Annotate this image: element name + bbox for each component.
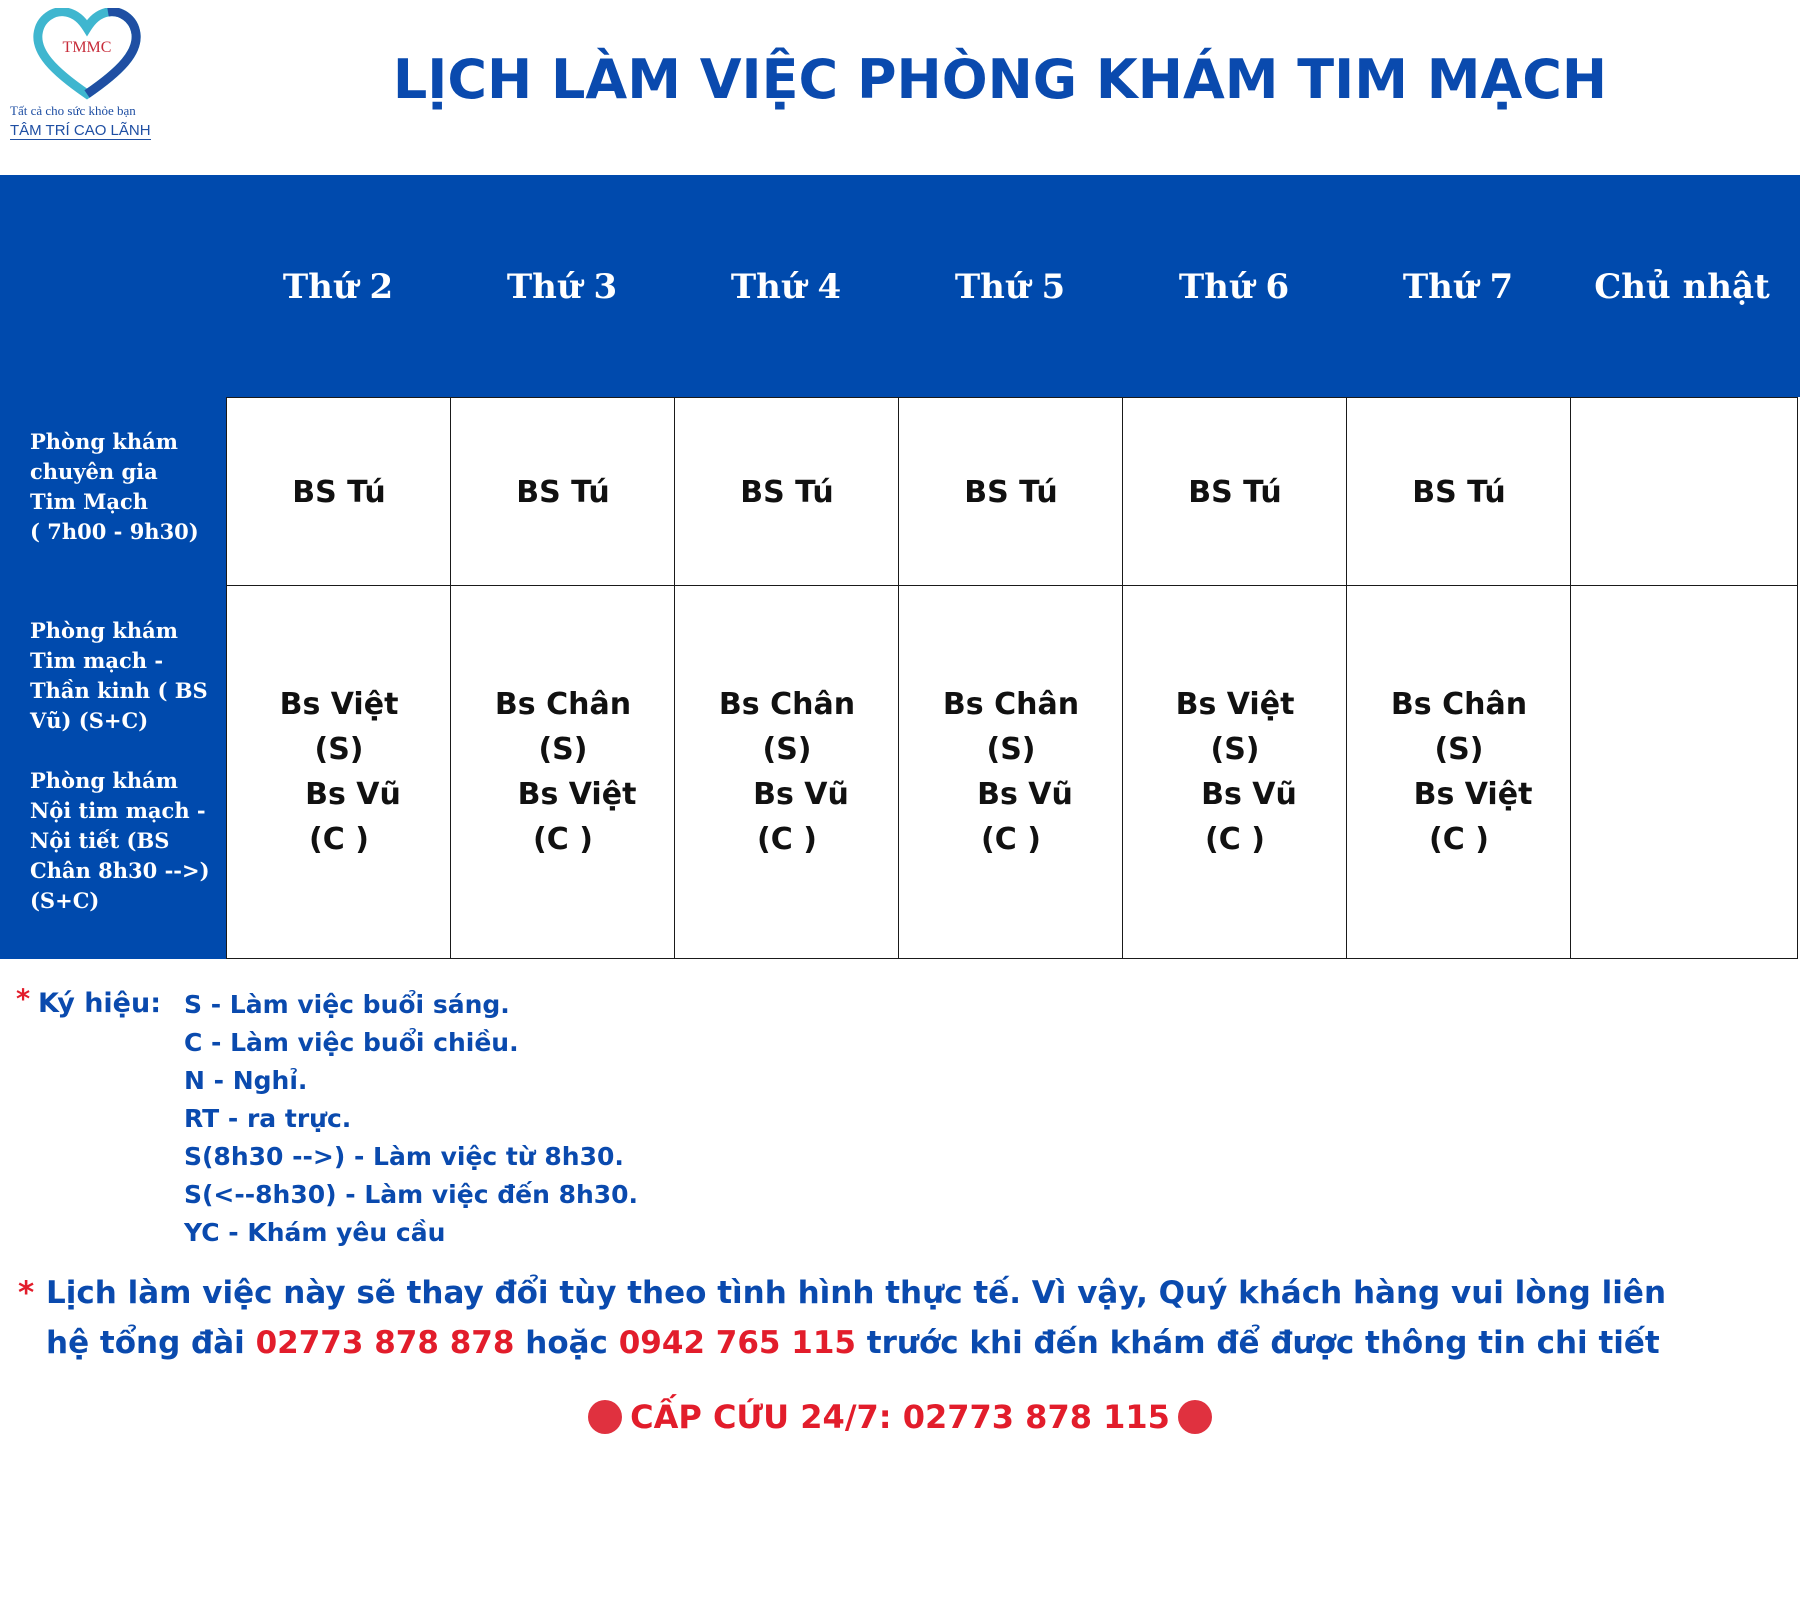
legend-item: C - Làm việc buổi chiều.: [184, 1028, 519, 1057]
row-label-expert: Phòng khám chuyên gia Tim Mạch ( 7h00 - 9h30): [30, 429, 199, 544]
legend-item: N - Nghỉ.: [184, 1066, 308, 1095]
emergency-text: CẤP CỨU 24/7: 02773 878 115: [630, 1398, 1170, 1436]
logo-name: TÂM TRÍ CAO LÃNH: [10, 122, 151, 139]
heart-logo-icon: [32, 8, 142, 100]
red-dot-icon: [1178, 1400, 1212, 1434]
legend-item: RT - ra trực.: [184, 1104, 352, 1133]
legend-item: S - Làm việc buổi sáng.: [184, 990, 510, 1019]
hotline-phone: 02773 878 878: [255, 1325, 515, 1361]
table-cell: Bs Việt (S) Bs Vũ (C ): [226, 585, 452, 959]
day-header-mon: Thứ 2: [282, 267, 394, 307]
row-label-endocrine: Phòng khám Nội tim mạch - Nội tiết (BS Chân 8h30 -->) (S+C): [30, 768, 210, 913]
table-cell: Bs Chân (S) Bs Việt (C ): [450, 585, 676, 959]
table-cell: Bs Việt (S) Bs Vũ (C ): [1122, 585, 1348, 959]
notice-line-1: Lịch làm việc này sẽ thay đổi tùy theo tình hình thực tế. Vì vậy, Quý khách hàng vui lòng liên: [46, 1275, 1667, 1311]
legend-item: YC - Khám yêu cầu: [184, 1218, 446, 1247]
logo: [10, 8, 160, 138]
table-cell: Bs Chân (S) Bs Việt (C ): [1346, 585, 1572, 959]
day-header-thu: Thứ 5: [954, 267, 1066, 307]
row-label-neuro: Phòng khám Tim mạch - Thần kinh ( BS Vũ) (S+C): [30, 618, 208, 733]
table-cell: BS Tú: [1346, 397, 1572, 587]
logo-tagline: Tất cả cho sức khỏe bạn: [10, 103, 136, 118]
page-title: LỊCH LÀM VIỆC PHÒNG KHÁM TIM MẠCH: [392, 48, 1608, 111]
legend-label: Ký hiệu:: [38, 988, 162, 1019]
day-header-sun: Chủ nhật: [1594, 267, 1770, 307]
legend-list: [184, 986, 638, 1252]
mobile-phone: 0942 765 115: [618, 1325, 856, 1361]
day-header-fri: Thứ 6: [1178, 267, 1290, 307]
table-cell: [1570, 585, 1798, 959]
svg-text:TMMC: TMMC: [62, 39, 112, 56]
emergency-line: [0, 1398, 1800, 1436]
day-header-tue: Thứ 3: [506, 267, 618, 307]
legend-item: S(8h30 -->) - Làm việc từ 8h30.: [184, 1142, 624, 1171]
day-header-sat: Thứ 7: [1402, 267, 1514, 307]
table-cell: BS Tú: [450, 397, 676, 587]
table-cell: BS Tú: [898, 397, 1124, 587]
day-header-wed: Thứ 4: [730, 267, 842, 307]
notice-star: *: [18, 1275, 35, 1311]
table-cell: BS Tú: [674, 397, 900, 587]
schedule-grid: [226, 397, 1798, 959]
table-cell: [1570, 397, 1798, 587]
legend-star: *: [16, 984, 31, 1015]
schedule-notice: [18, 1268, 1788, 1368]
table-cell: BS Tú: [1122, 397, 1348, 587]
notice-line-2: hệ tổng đài 02773 878 878 hoặc 0942 765 115 trước khi đến khám để được thông tin chi tiết: [46, 1325, 1660, 1361]
table-cell: Bs Chân (S) Bs Vũ (C ): [898, 585, 1124, 959]
table-cell: Bs Chân (S) Bs Vũ (C ): [674, 585, 900, 959]
legend-item: S(<--8h30) - Làm việc đến 8h30.: [184, 1180, 639, 1209]
red-dot-icon: [588, 1400, 622, 1434]
table-cell: BS Tú: [226, 397, 452, 587]
schedule-table: [0, 175, 1800, 959]
